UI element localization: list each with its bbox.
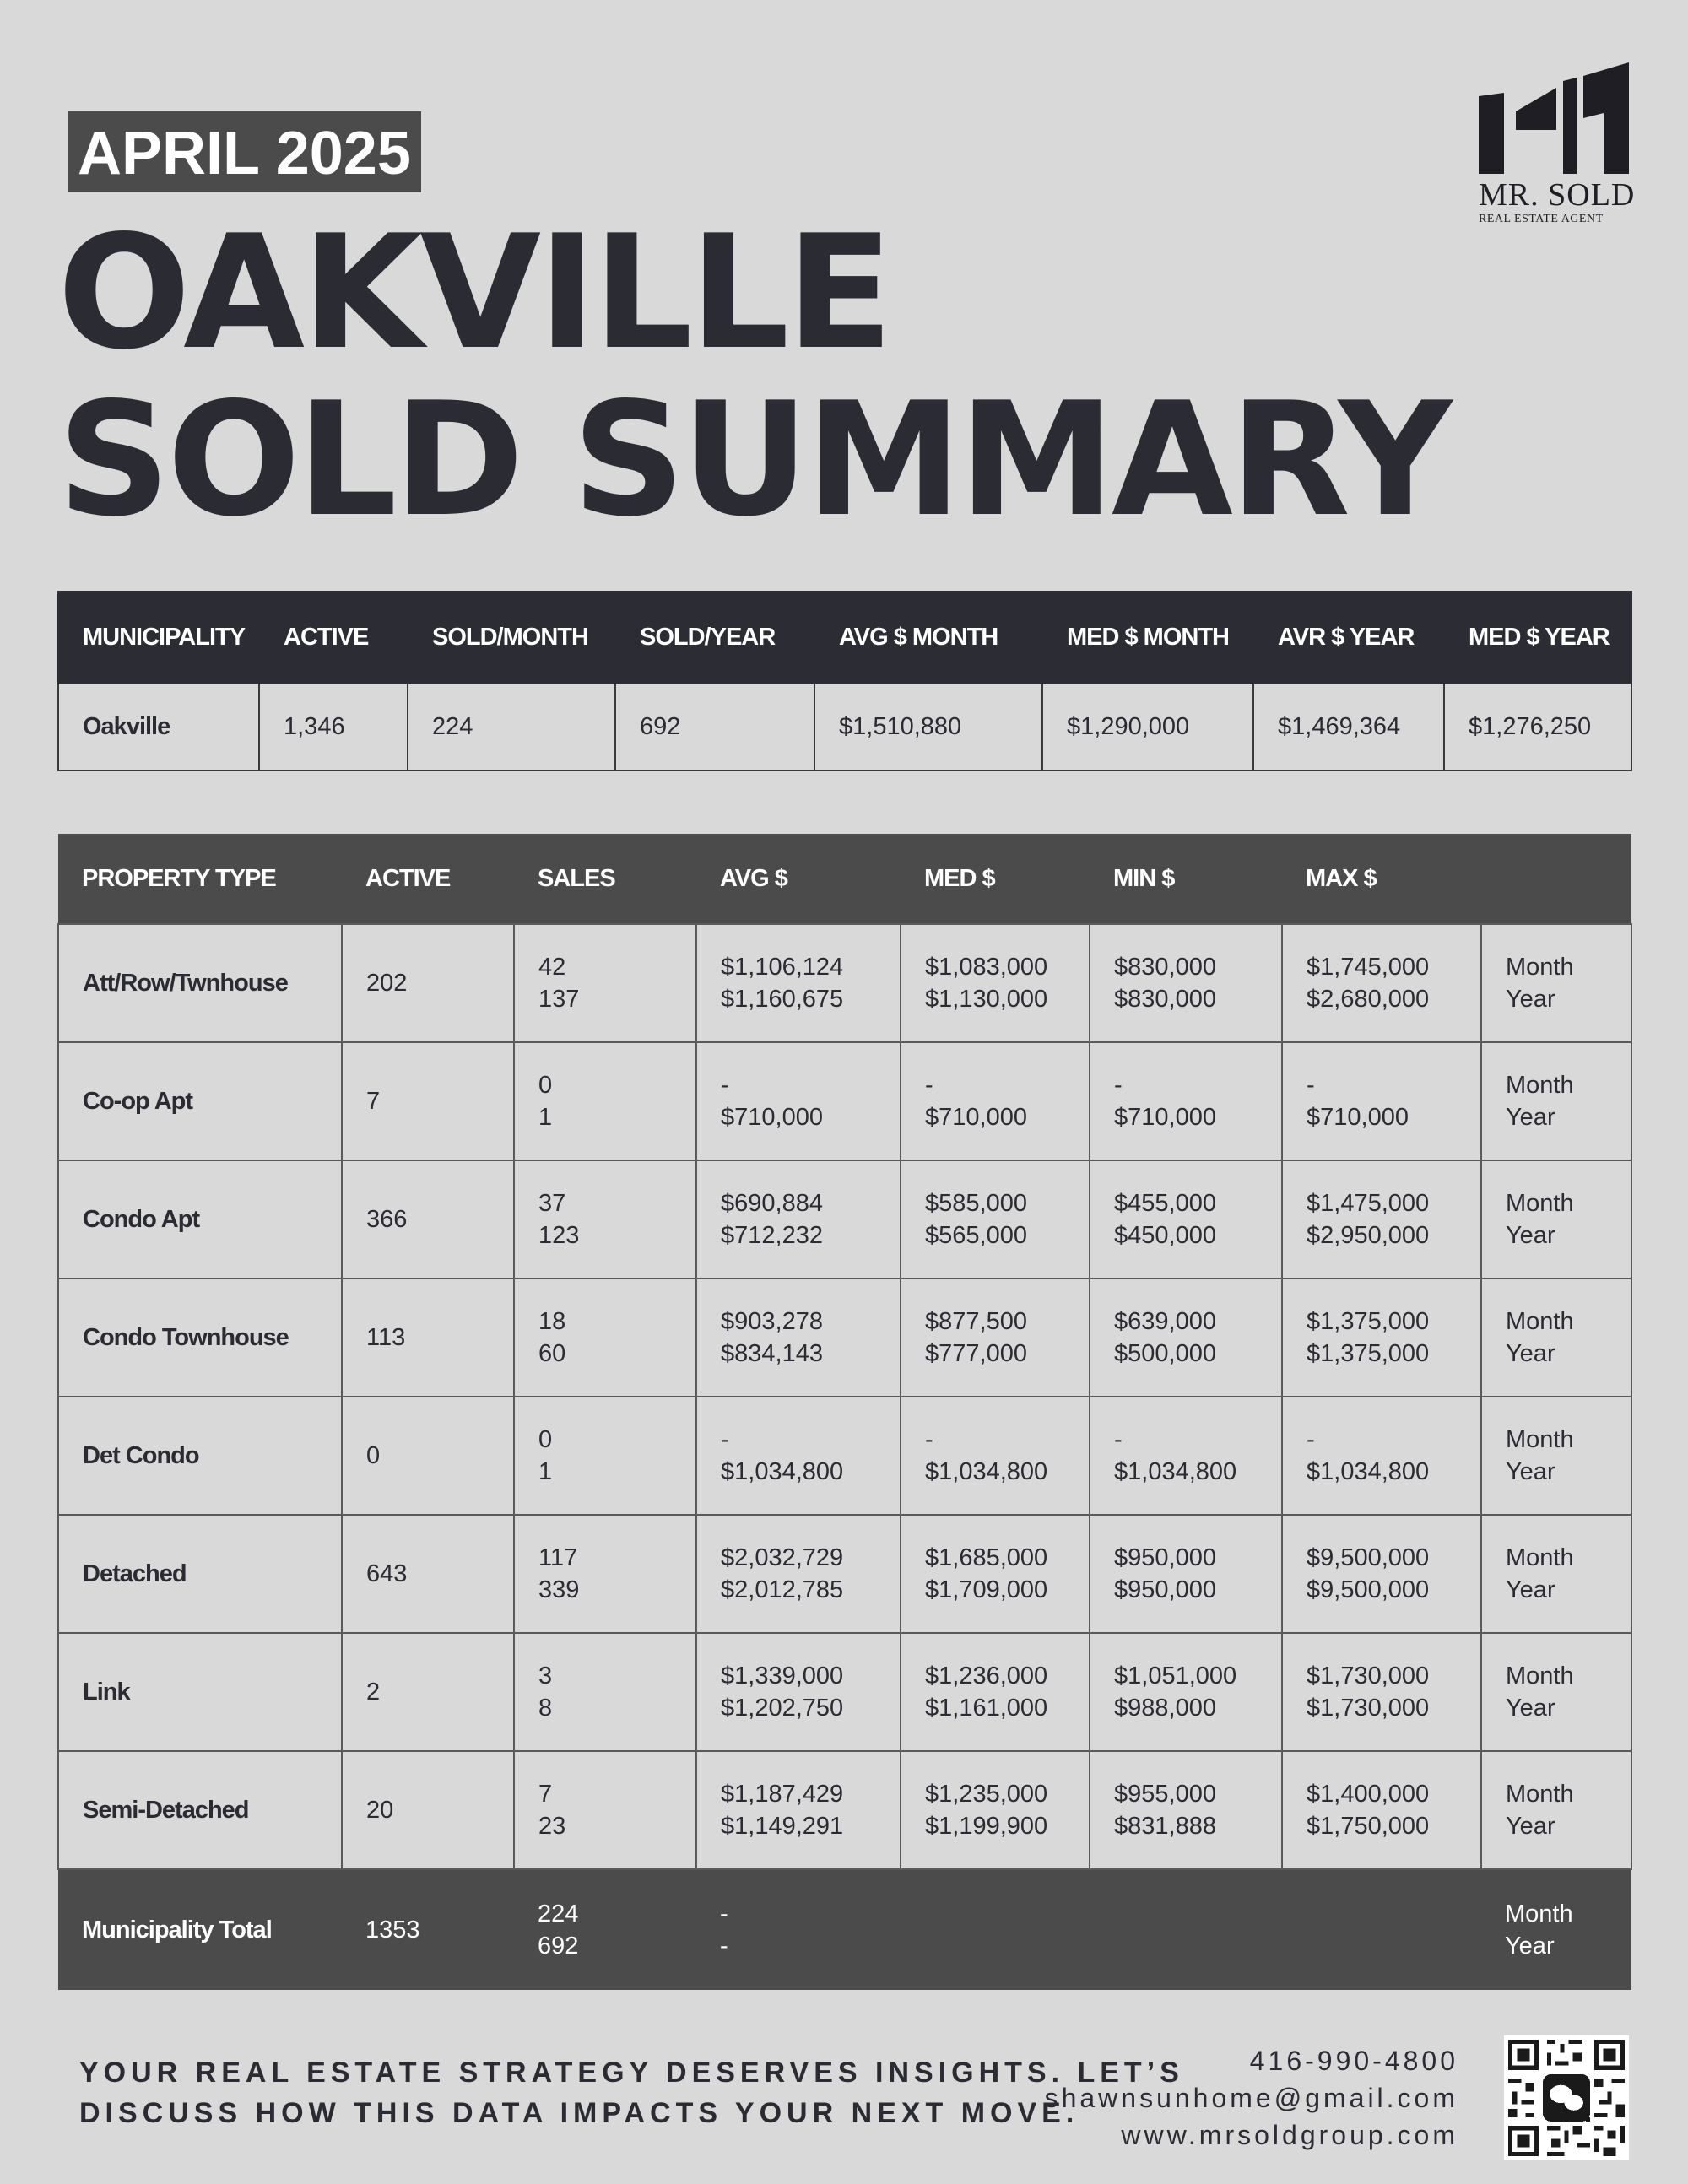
- sales-cell: [514, 1751, 696, 1869]
- month-value: 42: [538, 954, 566, 981]
- year-value: $500,000: [1114, 1340, 1216, 1367]
- year-value: 1: [538, 1458, 553, 1485]
- month-value: $1,339,000: [721, 1662, 844, 1689]
- period-cell: [1481, 1869, 1631, 1990]
- column-header: SOLD/MONTH: [408, 592, 615, 683]
- max-cell: [1282, 1515, 1481, 1633]
- column-header: SALES: [514, 834, 696, 924]
- avg-cell: [696, 1751, 901, 1869]
- period-cell: [1481, 1160, 1631, 1279]
- column-header: MIN $: [1090, 834, 1282, 924]
- period-label: Year: [1506, 1576, 1555, 1603]
- active-cell: 1353: [342, 1869, 514, 1990]
- phone-number[interactable]: 416-990-4800: [1249, 2046, 1458, 2076]
- year-value: $1,730,000: [1307, 1695, 1430, 1722]
- year-value: $710,000: [1307, 1104, 1409, 1131]
- month-value: $639,000: [1114, 1308, 1216, 1335]
- date-badge: APRIL 2025: [68, 111, 421, 192]
- qr-code-icon[interactable]: [1504, 2035, 1629, 2160]
- column-header: MED $: [901, 834, 1090, 924]
- year-value: $1,750,000: [1307, 1813, 1430, 1840]
- year-value: $2,012,785: [721, 1576, 844, 1603]
- table-row: [58, 683, 1631, 770]
- logo-name: MR. SOLD: [1479, 177, 1636, 213]
- year-value: 8: [538, 1695, 553, 1722]
- month-value: $1,400,000: [1307, 1781, 1430, 1808]
- title-line-1: OAKVILLE: [57, 201, 890, 384]
- month-value: $2,032,729: [721, 1544, 844, 1571]
- avg-cell: [696, 1633, 901, 1751]
- title-line-2: SOLD SUMMARY: [57, 368, 1449, 551]
- table-row: [58, 1279, 1631, 1397]
- active-cell: 20: [342, 1751, 514, 1869]
- property-type-cell: Condo Apt: [58, 1160, 342, 1279]
- year-value: $1,199,900: [925, 1813, 1048, 1840]
- min-cell: [1090, 1633, 1282, 1751]
- period-label: Month: [1506, 1308, 1574, 1335]
- table-row: [58, 1633, 1631, 1751]
- year-value: $1,034,800: [721, 1458, 844, 1485]
- active-cell: 113: [342, 1279, 514, 1397]
- table-cell: $1,510,880: [814, 683, 1042, 770]
- year-value: $1,161,000: [925, 1695, 1048, 1722]
- column-header: MAX $: [1282, 834, 1481, 924]
- municipality-summary-table: [57, 591, 1632, 771]
- table-cell: 692: [615, 683, 814, 770]
- municipality-header-row: [58, 592, 1631, 683]
- period-cell: [1481, 1751, 1631, 1869]
- footer-message-line-1: YOUR REAL ESTATE STRATEGY DESERVES INSIGHTS. LET’S: [79, 2057, 1184, 2089]
- month-value: $1,375,000: [1307, 1308, 1430, 1335]
- year-value: 23: [538, 1813, 566, 1840]
- period-label: Year: [1506, 1104, 1555, 1131]
- month-value: $1,236,000: [925, 1662, 1048, 1689]
- period-label: Month: [1506, 1190, 1574, 1217]
- med-cell: [901, 1633, 1090, 1751]
- min-cell: [1090, 924, 1282, 1042]
- property-type-table: [57, 834, 1632, 1990]
- website-link[interactable]: www.mrsoldgroup.com: [1121, 2120, 1458, 2150]
- building-logo-icon: [1479, 62, 1629, 174]
- period-label: Month: [1506, 1426, 1574, 1453]
- table-row: [58, 1751, 1631, 1869]
- period-label: Month: [1506, 1544, 1574, 1571]
- year-value: $710,000: [721, 1104, 823, 1131]
- table-cell: 224: [408, 683, 615, 770]
- month-value: 117: [538, 1544, 578, 1571]
- year-value: $830,000: [1114, 986, 1216, 1013]
- period-label: Month: [1506, 1781, 1574, 1808]
- max-cell: [1282, 1751, 1481, 1869]
- month-value: -: [721, 1072, 729, 1099]
- max-cell: [1282, 924, 1481, 1042]
- year-value: $1,149,291: [721, 1813, 844, 1840]
- property-type-cell: Semi-Detached: [58, 1751, 342, 1869]
- period-label: Year: [1506, 1222, 1555, 1249]
- year-value: $988,000: [1114, 1695, 1216, 1722]
- med-cell: [901, 1397, 1090, 1515]
- year-value: $2,950,000: [1307, 1222, 1430, 1249]
- table-cell: Oakville: [58, 683, 259, 770]
- table-row: [58, 1042, 1631, 1160]
- month-value: $955,000: [1114, 1781, 1216, 1808]
- year-value: $1,202,750: [721, 1695, 844, 1722]
- month-value: $1,083,000: [925, 954, 1048, 981]
- year-value: $1,034,800: [925, 1458, 1048, 1485]
- year-value: 1: [538, 1104, 553, 1131]
- column-header: ACTIVE: [342, 834, 514, 924]
- active-cell: 366: [342, 1160, 514, 1279]
- property-type-cell: Municipality Total: [58, 1869, 342, 1990]
- med-cell: [901, 1160, 1090, 1279]
- column-header: SOLD/YEAR: [615, 592, 814, 683]
- avg-cell: [696, 1869, 901, 1990]
- logo-subtitle: REAL ESTATE AGENT: [1479, 213, 1604, 225]
- property-type-cell: Co-op Apt: [58, 1042, 342, 1160]
- column-header: AVG $: [696, 834, 901, 924]
- table-cell: $1,276,250: [1444, 683, 1631, 770]
- min-cell: [1090, 1160, 1282, 1279]
- column-header: AVR $ YEAR: [1253, 592, 1444, 683]
- period-cell: [1481, 924, 1631, 1042]
- year-value: $1,709,000: [925, 1576, 1048, 1603]
- municipality-total-row: [58, 1869, 1631, 1990]
- sales-cell: [514, 924, 696, 1042]
- year-value: $1,375,000: [1307, 1340, 1430, 1367]
- property-type-cell: Att/Row/Twnhouse: [58, 924, 342, 1042]
- month-value: 7: [538, 1781, 553, 1808]
- column-header: AVG $ MONTH: [814, 592, 1042, 683]
- year-value: $1,034,800: [1307, 1458, 1430, 1485]
- active-cell: 0: [342, 1397, 514, 1515]
- med-cell: [901, 1869, 1090, 1990]
- year-value: $777,000: [925, 1340, 1027, 1367]
- period-label: Year: [1505, 1933, 1555, 1960]
- month-value: 37: [538, 1190, 566, 1217]
- brand-logo: [1479, 62, 1634, 226]
- year-value: 692: [538, 1933, 579, 1960]
- sales-cell: [514, 1160, 696, 1279]
- period-label: Month: [1506, 1072, 1574, 1099]
- min-cell: [1090, 1751, 1282, 1869]
- period-cell: [1481, 1515, 1631, 1633]
- sales-cell: [514, 1515, 696, 1633]
- month-value: $455,000: [1114, 1190, 1216, 1217]
- month-value: $585,000: [925, 1190, 1027, 1217]
- month-value: $690,884: [721, 1190, 823, 1217]
- column-header: ACTIVE: [259, 592, 408, 683]
- avg-cell: [696, 924, 901, 1042]
- month-value: $1,106,124: [721, 954, 844, 981]
- year-value: $9,500,000: [1307, 1576, 1430, 1603]
- period-label: Year: [1506, 1458, 1555, 1485]
- max-cell: [1282, 1633, 1481, 1751]
- period-label: Year: [1506, 1695, 1555, 1722]
- sales-cell: [514, 1279, 696, 1397]
- sales-cell: [514, 1633, 696, 1751]
- year-value: $950,000: [1114, 1576, 1216, 1603]
- period-cell: [1481, 1042, 1631, 1160]
- max-cell: [1282, 1160, 1481, 1279]
- property-header-row: [58, 834, 1631, 924]
- year-value: $1,034,800: [1114, 1458, 1237, 1485]
- max-cell: [1282, 1042, 1481, 1160]
- table-row: [58, 1397, 1631, 1515]
- table-row: [58, 924, 1631, 1042]
- year-value: $712,232: [721, 1222, 823, 1249]
- month-value: 0: [538, 1072, 553, 1099]
- sales-cell: [514, 1869, 696, 1990]
- column-header: [1481, 834, 1631, 924]
- med-cell: [901, 1279, 1090, 1397]
- month-value: -: [1114, 1072, 1123, 1099]
- active-cell: 7: [342, 1042, 514, 1160]
- property-type-cell: Det Condo: [58, 1397, 342, 1515]
- min-cell: [1090, 1042, 1282, 1160]
- month-value: $950,000: [1114, 1544, 1216, 1571]
- table-row: [58, 1160, 1631, 1279]
- month-value: -: [721, 1426, 729, 1453]
- med-cell: [901, 924, 1090, 1042]
- period-cell: [1481, 1397, 1631, 1515]
- avg-cell: [696, 1042, 901, 1160]
- month-value: $1,685,000: [925, 1544, 1048, 1571]
- month-value: $1,051,000: [1114, 1662, 1237, 1689]
- month-value: -: [1307, 1426, 1315, 1453]
- year-value: $831,888: [1114, 1813, 1216, 1840]
- active-cell: 202: [342, 924, 514, 1042]
- month-value: -: [925, 1072, 933, 1099]
- year-value: 137: [538, 986, 580, 1013]
- avg-cell: [696, 1515, 901, 1633]
- table-cell: $1,469,364: [1253, 683, 1444, 770]
- med-cell: [901, 1515, 1090, 1633]
- footer-message: [79, 2052, 1184, 2133]
- property-type-cell: Detached: [58, 1515, 342, 1633]
- year-value: $2,680,000: [1307, 986, 1430, 1013]
- max-cell: [1282, 1869, 1481, 1990]
- year-value: $834,143: [721, 1340, 823, 1367]
- table-cell: 1,346: [259, 683, 408, 770]
- year-value: $1,130,000: [925, 986, 1048, 1013]
- year-value: 123: [538, 1222, 580, 1249]
- month-value: $1,235,000: [925, 1781, 1048, 1808]
- column-header: MUNICIPALITY: [58, 592, 259, 683]
- month-value: $1,730,000: [1307, 1662, 1430, 1689]
- column-header: PROPERTY TYPE: [58, 834, 342, 924]
- year-value: $1,160,675: [721, 986, 844, 1013]
- min-cell: [1090, 1279, 1282, 1397]
- avg-cell: [696, 1279, 901, 1397]
- column-header: MED $ MONTH: [1042, 592, 1253, 683]
- month-value: 18: [538, 1308, 566, 1335]
- table-cell: $1,290,000: [1042, 683, 1253, 770]
- min-cell: [1090, 1515, 1282, 1633]
- month-value: -: [1307, 1072, 1315, 1099]
- active-cell: 2: [342, 1633, 514, 1751]
- year-value: -: [720, 1933, 728, 1960]
- month-value: $903,278: [721, 1308, 823, 1335]
- month-value: $1,187,429: [721, 1781, 844, 1808]
- month-value: $830,000: [1114, 954, 1216, 981]
- month-value: $9,500,000: [1307, 1544, 1430, 1571]
- active-cell: 643: [342, 1515, 514, 1633]
- min-cell: [1090, 1869, 1282, 1990]
- year-value: $565,000: [925, 1222, 1027, 1249]
- month-value: 0: [538, 1426, 553, 1453]
- year-value: 60: [538, 1340, 566, 1367]
- avg-cell: [696, 1397, 901, 1515]
- period-label: Year: [1506, 986, 1555, 1013]
- table-row: [58, 1515, 1631, 1633]
- month-value: 224: [538, 1900, 579, 1927]
- contact-info: [1045, 2042, 1458, 2154]
- period-label: Month: [1505, 1900, 1573, 1927]
- min-cell: [1090, 1397, 1282, 1515]
- med-cell: [901, 1042, 1090, 1160]
- year-value: $450,000: [1114, 1222, 1216, 1249]
- month-value: -: [1114, 1426, 1123, 1453]
- period-cell: [1481, 1279, 1631, 1397]
- period-label: Year: [1506, 1340, 1555, 1367]
- period-label: Year: [1506, 1813, 1555, 1840]
- sales-cell: [514, 1397, 696, 1515]
- footer-message-line-2: DISCUSS HOW THIS DATA IMPACTS YOUR NEXT MOVE.: [79, 2097, 1079, 2129]
- avg-cell: [696, 1160, 901, 1279]
- med-cell: [901, 1751, 1090, 1869]
- month-value: -: [720, 1900, 728, 1927]
- sales-cell: [514, 1042, 696, 1160]
- max-cell: [1282, 1279, 1481, 1397]
- month-value: 3: [538, 1662, 553, 1689]
- month-value: $1,745,000: [1307, 954, 1430, 981]
- year-value: $710,000: [1114, 1104, 1216, 1131]
- month-value: $1,475,000: [1307, 1190, 1430, 1217]
- month-value: -: [925, 1426, 933, 1453]
- max-cell: [1282, 1397, 1481, 1515]
- year-value: $710,000: [925, 1104, 1027, 1131]
- month-value: $877,500: [925, 1308, 1027, 1335]
- page-title: [57, 201, 1449, 551]
- year-value: 339: [538, 1576, 580, 1603]
- period-label: Month: [1506, 1662, 1574, 1689]
- period-label: Month: [1506, 954, 1574, 981]
- period-cell: [1481, 1633, 1631, 1751]
- property-type-cell: Condo Townhouse: [58, 1279, 342, 1397]
- email-link[interactable]: shawnsunhome@gmail.com: [1044, 2083, 1458, 2113]
- property-type-cell: Link: [58, 1633, 342, 1751]
- column-header: MED $ YEAR: [1444, 592, 1631, 683]
